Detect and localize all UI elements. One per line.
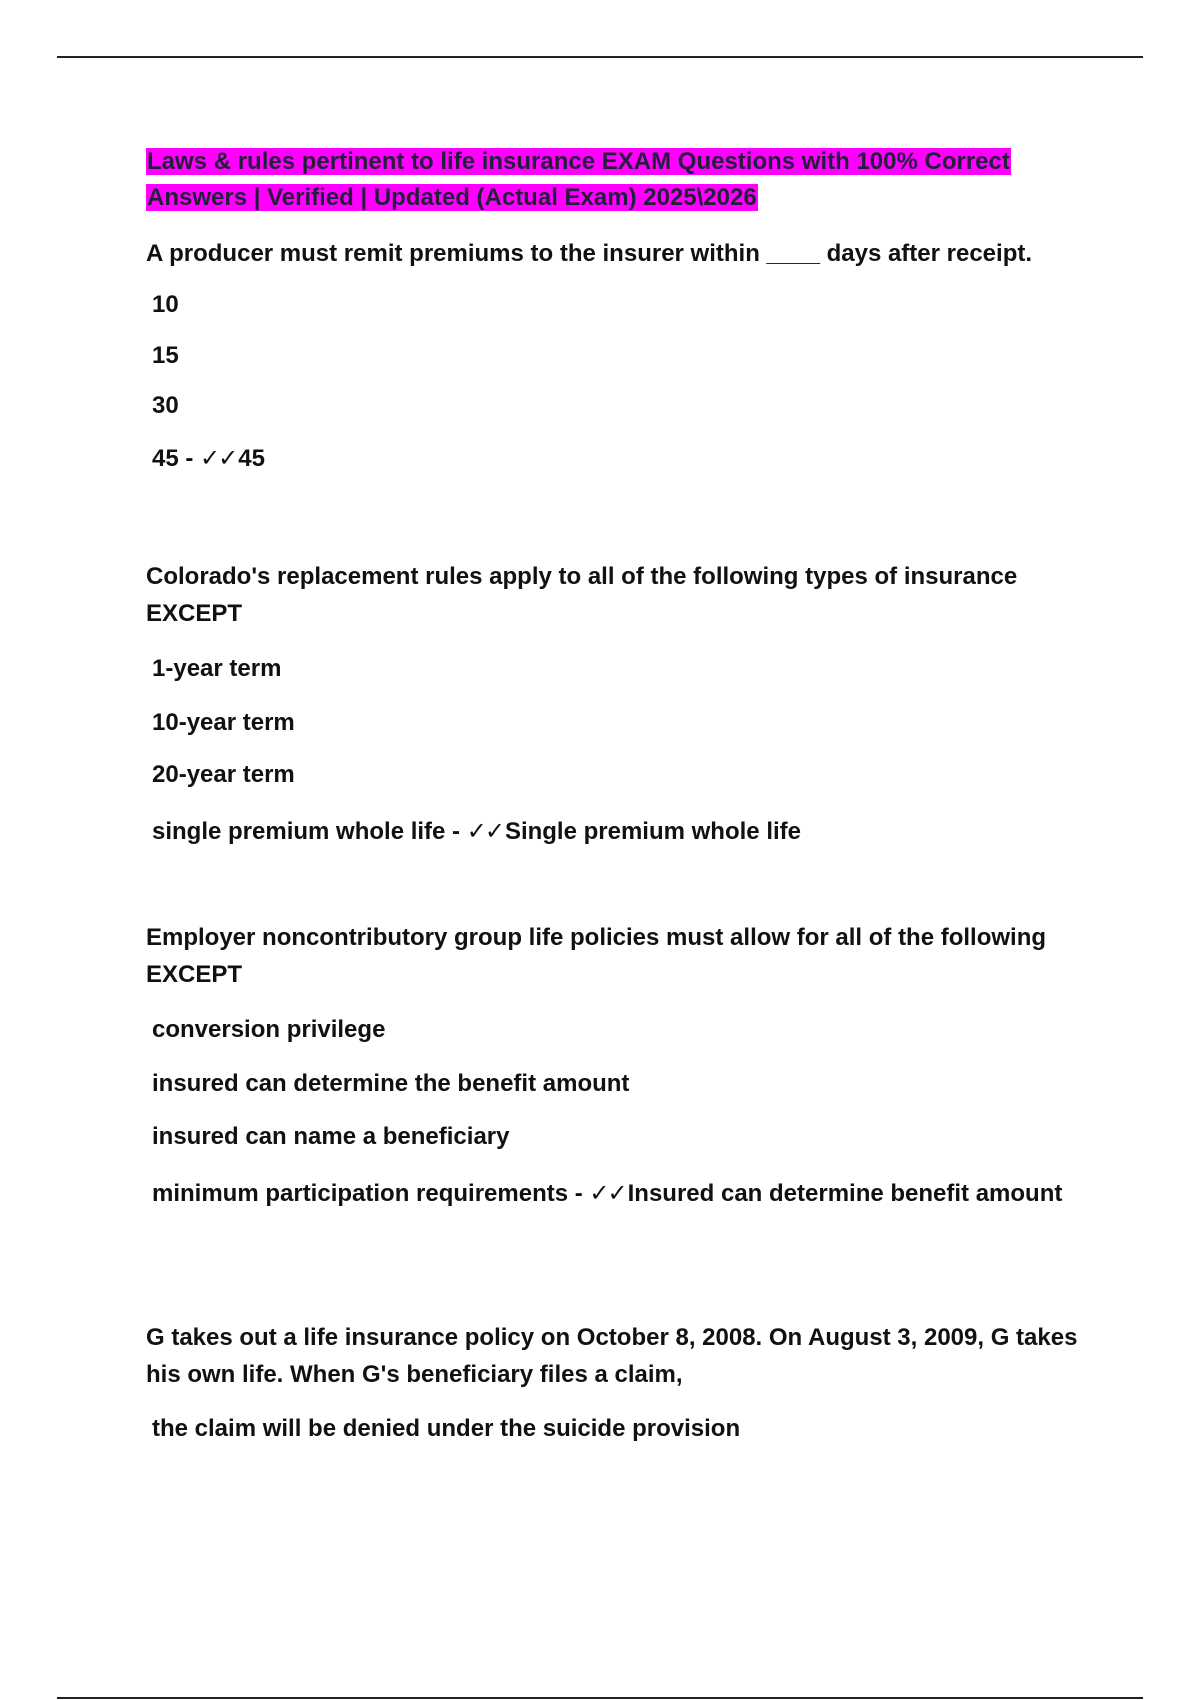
q1-option-4-with-answer <box>152 440 1082 477</box>
answer-separator: - <box>445 818 467 845</box>
q3-option-4: minimum participation requirements <box>152 1180 569 1207</box>
top-rule <box>57 56 1143 58</box>
q2-option-4: single premium whole life <box>152 818 446 845</box>
q3-option-2: insured can determine the benefit amount <box>152 1070 630 1097</box>
question-3: Employer noncontributory group life policies must allow for all of the following EXCEPT <box>146 924 1047 988</box>
title-highlight: Laws & rules pertinent to life insurance EXAM Questions with 100% Correct Answers | Verified | Updated (Actual Exam) 2025\2026 <box>147 148 1010 211</box>
document-title <box>146 144 1066 216</box>
q1-option-1: 10 <box>152 291 179 318</box>
q1-option-4: 45 <box>152 445 179 472</box>
answer-separator: - <box>568 1180 590 1207</box>
q3-option-1: conversion privilege <box>152 1016 386 1043</box>
q2-option-2: 10-year term <box>152 709 295 736</box>
question-4: G takes out a life insurance policy on October 8, 2008. On August 3, 2009, G takes his own life. When G's beneficiary files a claim, <box>146 1324 1078 1388</box>
q1-answer: 45 <box>238 445 265 472</box>
q3-option-4-with-answer <box>146 1175 1076 1212</box>
question-1: A producer must remit premiums to the insurer within ____ days after receipt. <box>146 240 1033 267</box>
check-mark-icon: ✓✓ <box>589 1180 626 1207</box>
q2-option-4-with-answer <box>152 813 1082 850</box>
q1-option-3: 30 <box>152 392 179 419</box>
q4-option-1: the claim will be denied under the suicide provision <box>152 1415 741 1442</box>
q3-option-3: insured can name a beneficiary <box>152 1123 510 1150</box>
q1-option-2: 15 <box>152 342 179 369</box>
bottom-rule <box>57 1697 1143 1699</box>
answer-separator: - <box>178 445 201 472</box>
q2-option-1: 1-year term <box>152 655 282 682</box>
check-mark-icon: ✓✓ <box>466 818 503 845</box>
question-2: Colorado's replacement rules apply to all of the following types of insurance EXCEPT <box>146 563 1018 627</box>
q2-option-3: 20-year term <box>152 761 295 788</box>
q2-answer: Single premium whole life <box>504 818 801 845</box>
check-mark-icon: ✓✓ <box>200 445 237 472</box>
q3-answer: Insured can determine benefit amount <box>627 1180 1063 1207</box>
